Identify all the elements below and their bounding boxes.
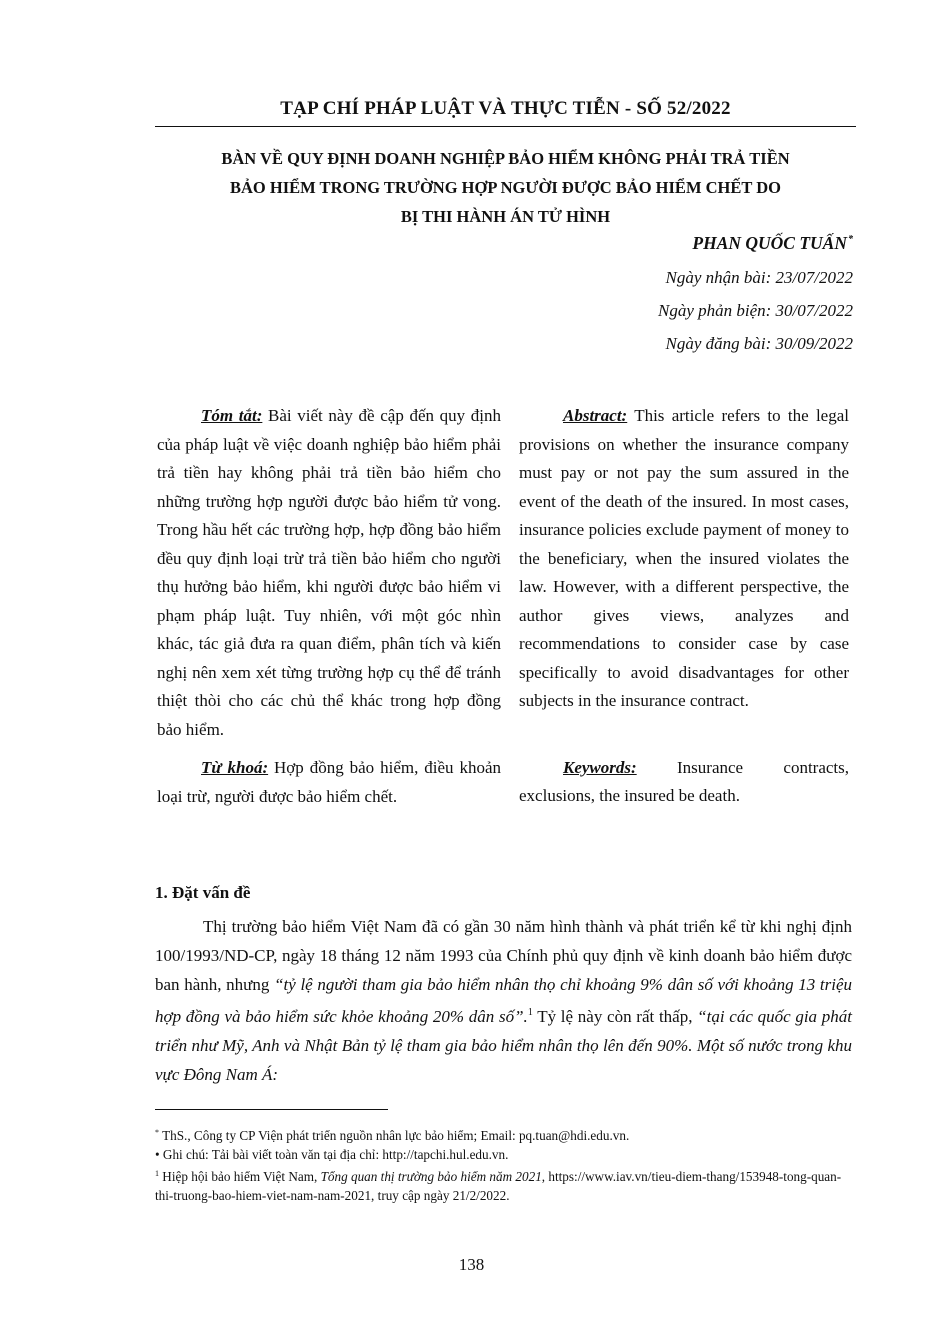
keywords-en-label: Keywords: xyxy=(563,757,637,777)
body-quote: “tại các quốc gia phát triển như Mỹ, Anh và Nhật Bản tỷ lệ tham gia bảo hiểm nhân thọ lên đến 90%. Một số nước trong khu vực Đông Nam Á: xyxy=(155,1007,852,1084)
body-text-segment: Tỷ lệ này còn rất thấp, xyxy=(532,1007,698,1027)
keywords-vi-paragraph xyxy=(157,754,501,811)
abstract-english xyxy=(519,402,849,811)
abstract-vi-label: Tóm tắt: xyxy=(201,406,263,425)
footnote-download xyxy=(155,1145,852,1164)
body-text-segment: Thị trường bảo hiểm Việt Nam đã có gần 30 năm hình thành và phát triển kể từ khi nghị định 100/1993/ND-CP, ngày 18 tháng 12 năm 1993 của Chính phủ quy định về kinh doanh bảo hiểm được ban hành, nhưng xyxy=(155,917,852,994)
date-received: Ngày nhận bài: 23/07/2022 xyxy=(665,268,853,287)
date-reviewed: Ngày phản biện: 30/07/2022 xyxy=(657,301,853,320)
footnote-1 xyxy=(155,1164,852,1205)
footnote-ref: 1 xyxy=(527,1007,533,1019)
abstract-en-text: This article refers to the legal provisions on whether the insurance company must pay or not pay the sum assured in the event of the death of the insured. In most cases, insurance policies exclude payment of money to the beneficiary, when the insured violates the law. However, with a different perspective, the author gives views, analyzes and recommendations to consider case by case specifically to avoid disadvantages for other subjects in the insurance contract. xyxy=(519,406,849,710)
footnotes xyxy=(155,1123,852,1205)
footnote-text: Ghi chú: Tải bài viết toàn văn tại địa chỉ: http://tapchi.hul.edu.vn. xyxy=(162,1147,509,1162)
section-heading: 1. Đặt vấn đề xyxy=(155,883,251,902)
journal-header: TẠP CHÍ PHÁP LUẬT VÀ THỰC TIỄN - SỐ 52/2022 xyxy=(280,98,731,119)
keywords-en-paragraph xyxy=(519,754,849,811)
author-footnote-mark: * xyxy=(848,234,853,245)
abstract-en-paragraph xyxy=(519,402,849,716)
abstract-en-label: Abstract: xyxy=(563,406,628,425)
footnote-text: Hiệp hội bảo hiểm Việt Nam, xyxy=(162,1169,321,1184)
author-name xyxy=(692,233,853,254)
title-line: BÀN VỀ QUY ĐỊNH DOANH NGHIỆP BẢO HIỂM KHÔNG PHẢI TRẢ TIỀN xyxy=(221,149,790,168)
body-text xyxy=(155,913,852,1090)
footnote-text: , https://www.iav.vn/tieu-diem-thang/153948-tong-quan-thi-truong-bao-hiem-viet-nam-nam-2021, truy cập ngày 21/2/2022. xyxy=(155,1169,842,1203)
article-title xyxy=(155,144,856,231)
keywords-en-text: Insurance contracts, exclusions, the insured be death. xyxy=(519,757,850,805)
keywords-vi-text: Hợp đồng bảo hiểm, điều khoản loại trừ, người được bảo hiểm chết. xyxy=(157,758,501,806)
title-line: BỊ THI HÀNH ÁN TỬ HÌNH xyxy=(400,207,611,226)
footnote-rule xyxy=(155,1109,388,1110)
body-paragraph xyxy=(155,913,852,1090)
footnote-mark: 1 xyxy=(155,1169,159,1178)
abstract-vietnamese xyxy=(157,402,501,811)
title-line: BẢO HIỂM TRONG TRƯỜNG HỢP NGƯỜI ĐƯỢC BẢO HIỂM CHẾT DO xyxy=(230,178,781,197)
header-rule xyxy=(155,126,856,127)
author-label: PHAN QUỐC TUẤN xyxy=(692,233,847,253)
footnote-bullet: • xyxy=(155,1147,160,1162)
footnote-text: ThS., Công ty CP Viện phát triển nguồn nhân lực bảo hiểm; Email: pq.tuan@hdi.edu.vn. xyxy=(162,1128,630,1143)
keywords-vi-label: Từ khoá: xyxy=(201,758,269,777)
abstract-vi-paragraph xyxy=(157,402,501,744)
footnote-author xyxy=(155,1123,852,1145)
body-quote: “tỷ lệ người tham gia bảo hiểm nhân thọ chỉ khoảng 9% dân số với khoảng 13 triệu hợp đồng và bảo hiểm sức khỏe khoảng 20% dân số”. xyxy=(155,974,853,1027)
page-number: 138 xyxy=(458,1255,485,1274)
footnote-mark: * xyxy=(155,1128,159,1137)
abstract-vi-text: Bài viết này đề cập đến quy định của pháp luật về việc doanh nghiệp bảo hiểm phải trả tiền hay không phải trả tiền bảo hiểm cho những trường hợp người được bảo hiểm tử vong. Trong hầu hết các trường hợp, hợp đồng bảo hiểm đều quy định loại trừ trả tiền bảo hiểm cho người thụ hưởng bảo hiểm, khi người được bảo hiểm vi phạm pháp luật. Tuy nhiên, với một góc nhìn khác, tác giả đưa ra quan điểm, phân tích và kiến nghị nên xem xét từng trường hợp cụ thể để tránh thiệt thòi cho các chủ thể khác trong hợp đồng bảo hiểm. xyxy=(157,406,501,739)
footnote-source-title: Tổng quan thị trường bảo hiểm năm 2021 xyxy=(320,1169,542,1184)
date-published: Ngày đăng bài: 30/09/2022 xyxy=(665,334,853,353)
